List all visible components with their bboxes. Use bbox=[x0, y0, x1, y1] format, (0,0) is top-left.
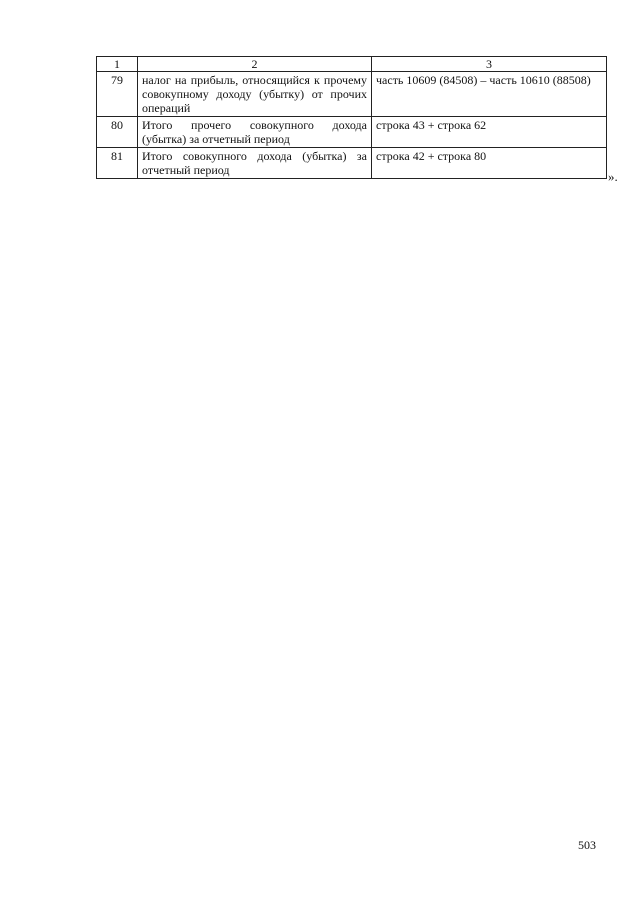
row-number: 81 bbox=[97, 148, 138, 179]
row-number: 79 bbox=[97, 72, 138, 117]
row-description: налог на прибыль, относящийся к прочему совокупному доходу (убытку) от прочих операций bbox=[138, 72, 372, 117]
row-description: Итого совокупного дохода (убытка) за отчетный период bbox=[138, 148, 372, 179]
table-row bbox=[97, 148, 607, 179]
row-number: 80 bbox=[97, 117, 138, 148]
row-description: Итого прочего совокупного дохода (убытка) за отчетный период bbox=[138, 117, 372, 148]
closing-quote: ». bbox=[608, 169, 618, 184]
page-number: 503 bbox=[578, 838, 596, 852]
column-header-2: 2 bbox=[138, 57, 372, 72]
table-header-row bbox=[97, 57, 607, 72]
column-header-3: 3 bbox=[372, 57, 607, 72]
row-calculation-rule: часть 10609 (84508) – часть 10610 (88508) bbox=[372, 72, 607, 117]
row-calculation-rule: строка 42 + строка 80 bbox=[372, 148, 607, 179]
row-calculation-rule: строка 43 + строка 62 bbox=[372, 117, 607, 148]
table-row bbox=[97, 72, 607, 117]
financial-report-table bbox=[96, 56, 607, 179]
table-row bbox=[97, 117, 607, 148]
column-header-1: 1 bbox=[97, 57, 138, 72]
